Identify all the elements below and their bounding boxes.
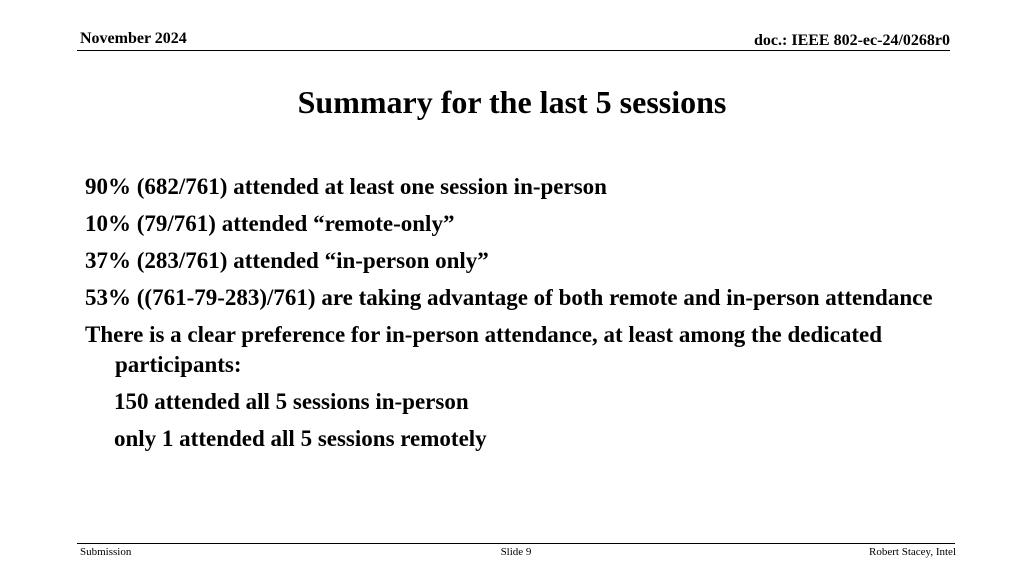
header-doc-id: doc.: IEEE 802-ec-24/0268r0 (754, 32, 950, 49)
header-date: November 2024 (80, 30, 187, 47)
footer-author: Robert Stacey, Intel (869, 546, 956, 558)
bullet-item: There is a clear preference for in-person attendance, at least among the dedicated participants: (85, 322, 882, 377)
slide-title: Summary for the last 5 sessions (297, 84, 727, 120)
sub-bullet-item: only 1 attended all 5 sessions remotely (114, 426, 487, 451)
footer-submission: Submission (80, 546, 132, 558)
bullet-item: 10% (79/761) attended “remote-only” (85, 211, 455, 236)
bullet-list (85, 172, 945, 461)
bullet-item: 53% ((761-79-283)/761) are taking advantage of both remote and in-person attendance (85, 285, 933, 310)
bullet-item: 37% (283/761) attended “in-person only” (85, 248, 489, 273)
footer-divider (77, 543, 955, 544)
footer-slide-number: Slide 9 (500, 546, 532, 558)
header-divider (77, 50, 950, 51)
bullet-item: 90% (682/761) attended at least one session in-person (85, 174, 607, 199)
sub-bullet-item: 150 attended all 5 sessions in-person (114, 389, 469, 414)
